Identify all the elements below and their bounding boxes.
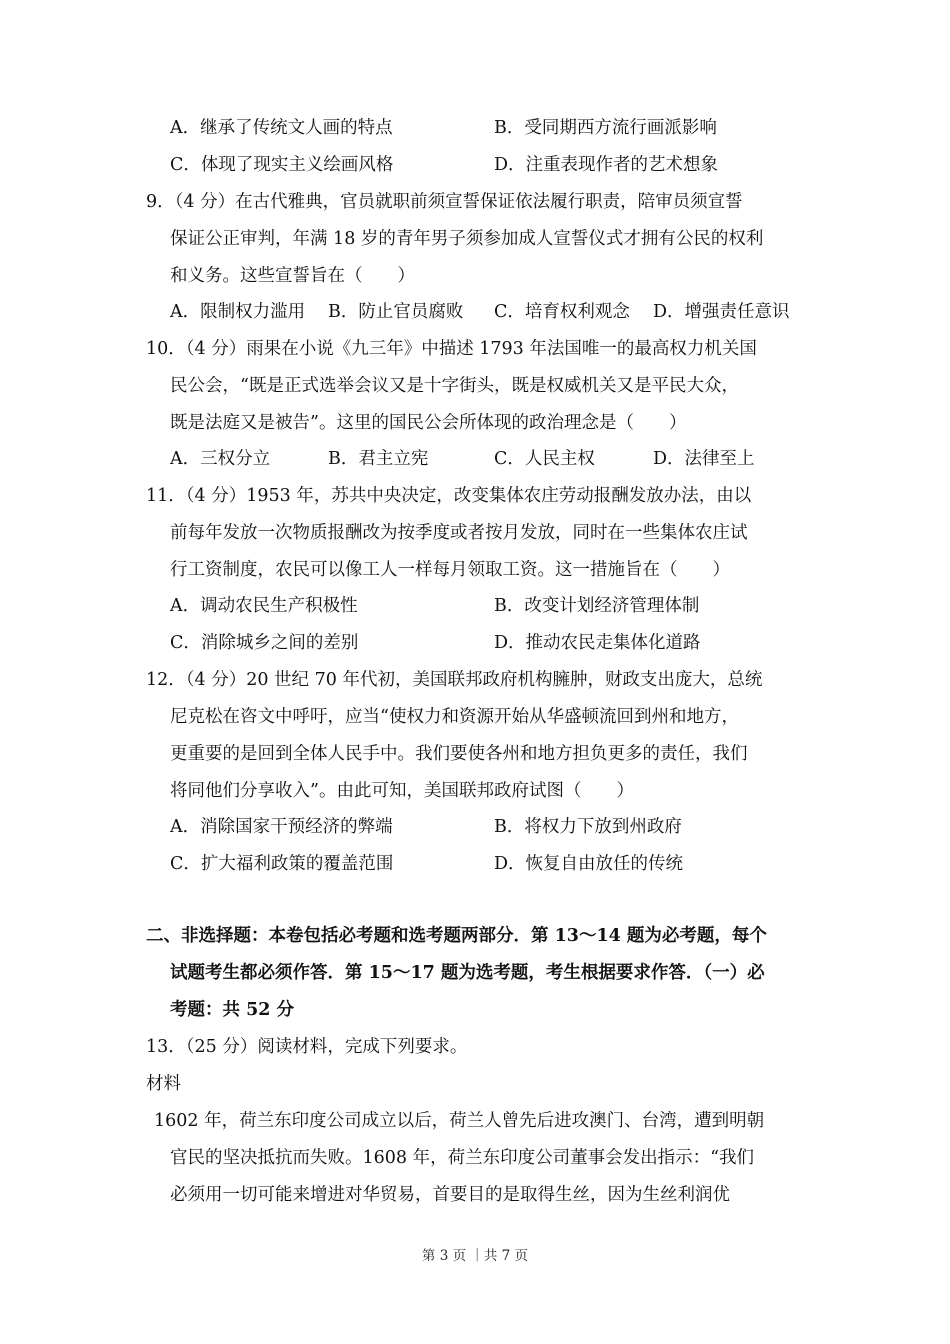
q10-option-b: B．君主立宪 [328, 449, 429, 469]
section2-heading-line-2: 试题考生都必须作答．第 15～17 题为选考题，考生根据要求作答．（一）必 [170, 963, 765, 983]
page-footer: 第 3 页 ｜共 7 页 [421, 1248, 529, 1264]
q10-option-a: A．三权分立 [170, 449, 271, 469]
section2-heading-line-3: 考题：共 52 分 [170, 1000, 295, 1020]
q11-line-2: 前每年发放一次物质报酬改为按季度或者按月发放，同时在一些集体农庄试 [170, 523, 748, 543]
q11-option-a: A．调动农民生产积极性 [170, 596, 358, 616]
q12-line-1: 12．（4 分）20 世纪 70 年代初，美国联邦政府机构臃肿，财政支出庞大，总统 [146, 670, 763, 690]
q12-line-3: 更重要的是回到全体人民手中。我们要使各州和地方担负更多的责任，我们 [170, 744, 748, 764]
q9-option-c: C．培育权利观念 [494, 302, 630, 322]
q13-material-line-1: 1602 年，荷兰东印度公司成立以后，荷兰人曾先后进攻澳门、台湾，遭到明朝 [154, 1111, 765, 1131]
q9-option-a: A．限制权力滥用 [170, 302, 306, 322]
q8-option-c: C．体现了现实主义绘画风格 [170, 155, 394, 175]
section2-heading-line-1: 二、非选择题：本卷包括必考题和选考题两部分．第 13～14 题为必考题，每个 [146, 926, 767, 946]
q12-line-2: 尼克松在咨文中呼吁，应当“使权力和资源开始从华盛顿流回到州和地方， [170, 707, 739, 727]
q11-option-b: B．改变计划经济管理体制 [494, 596, 700, 616]
q13-title: 13．（25 分）阅读材料，完成下列要求。 [146, 1037, 468, 1057]
q9-option-b: B．防止官员腐败 [328, 302, 464, 322]
q12-option-b: B．将权力下放到州政府 [494, 817, 682, 837]
q10-line-1: 10．（4 分）雨果在小说《九三年》中描述 1793 年法国唯一的最高权力机关国 [146, 339, 757, 359]
q8-option-a: A．继承了传统文人画的特点 [170, 118, 393, 138]
q11-line-3: 行工资制度，农民可以像工人一样每月领取工资。这一措施旨在（ ） [170, 560, 730, 580]
q12-option-a: A．消除国家干预经济的弊端 [170, 817, 393, 837]
q8-option-b: B．受同期西方流行画派影响 [494, 118, 717, 138]
q11-line-1: 11．（4 分）1953 年，苏共中央决定，改变集体农庄劳动报酬发放办法，由以 [146, 486, 752, 506]
q10-option-d: D．法律至上 [653, 449, 755, 469]
q9-line-2: 保证公正审判，年满 18 岁的青年男子须参加成人宣誓仪式才拥有公民的权利 [170, 229, 764, 249]
q10-option-c: C．人民主权 [494, 449, 595, 469]
q12-line-4: 将同他们分享收入”。由此可知，美国联邦政府试图（ ） [170, 781, 634, 801]
q13-material-line-2: 官民的坚决抵抗而失败。1608 年，荷兰东印度公司董事会发出指示：“我们 [170, 1148, 755, 1168]
q8-option-d: D．注重表现作者的艺术想象 [494, 155, 719, 175]
q12-option-c: C．扩大福利政策的覆盖范围 [170, 854, 394, 874]
q10-line-3: 既是法庭又是被告”。这里的国民公会所体现的政治理念是（ ） [170, 413, 687, 433]
q9-line-3: 和义务。这些宣誓旨在（ ） [170, 266, 415, 286]
q13-material-label: 材料 [146, 1074, 181, 1094]
q11-option-d: D．推动农民走集体化道路 [494, 633, 701, 653]
q10-line-2: 民公会，“既是正式选举会议又是十字街头，既是权威机关又是平民大众， [170, 376, 739, 396]
q13-material-line-3: 必须用一切可能来增进对华贸易，首要目的是取得生丝，因为生丝利润优 [170, 1185, 730, 1205]
q12-option-d: D．恢复自由放任的传统 [494, 854, 684, 874]
q11-option-c: C．消除城乡之间的差别 [170, 633, 359, 653]
q9-option-d: D．增强责任意识 [653, 302, 790, 322]
q9-line-1: 9．（4 分）在古代雅典，官员就职前须宣誓保证依法履行职责，陪审员须宣誓 [146, 192, 743, 212]
